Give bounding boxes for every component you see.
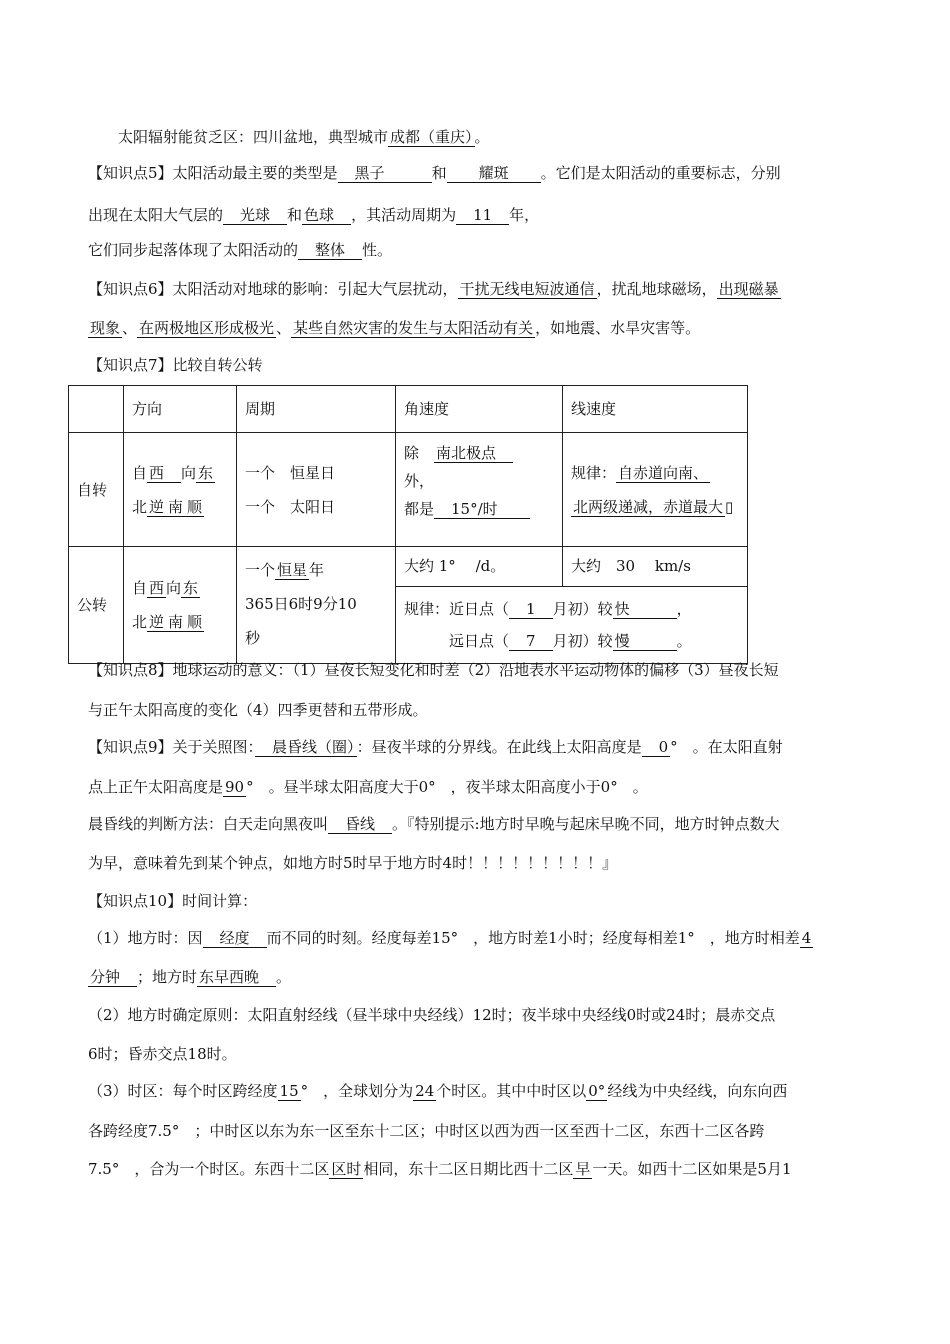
text-line — [88, 660, 872, 680]
text-segment: ▯ — [725, 497, 734, 516]
text-segment: 。 — [276, 968, 292, 986]
cell-line — [404, 593, 739, 625]
underlined-answer: 耀斑 — [448, 164, 539, 182]
underlined-answer: 4 — [801, 929, 812, 947]
text-line — [88, 1081, 872, 1101]
text-segment: 经线为中央经线，向东向西 — [607, 1082, 788, 1100]
cell-line — [404, 439, 554, 467]
text-segment: 秒 — [245, 629, 261, 647]
text-segment: 【知识点7】比较自转公转 — [88, 356, 263, 374]
text-segment: 各跨经度7.5° ；中时区以东为东一区至东十二区；中时区以西为西一区至西十二区，东西十二区各跨 — [88, 1122, 765, 1140]
underlined-answer: 北两级递减，赤道最大 — [573, 497, 724, 516]
cell-line — [245, 490, 387, 524]
text-line — [88, 1005, 872, 1025]
text-segment: ° 。昼半球太阳高度大于0° ，夜半球太阳高度小于0° 。 — [246, 778, 648, 796]
header-cell: 方向 — [124, 386, 237, 433]
underlined-answer: 晨昏线（圈） — [257, 738, 355, 756]
underlined-answer: 0° — [588, 1082, 606, 1100]
header-cell: 角速度 — [396, 386, 563, 433]
angular-speed-cell — [396, 547, 563, 587]
text-segment: 。『特别提示:地方时早晚与起床早晚不同，地方时钟点数大 — [392, 815, 780, 833]
underlined-answer: 南 — [168, 497, 184, 516]
underlined-answer: 恒星 — [277, 561, 308, 579]
cell-line — [245, 456, 387, 490]
underlined-answer: 早 — [575, 1160, 591, 1178]
text-segment: 365日6时9分10 — [245, 595, 357, 613]
text-segment: 7.5° ，合为一个时区。东西十二区 — [88, 1160, 330, 1178]
text-segment: 【知识点6】太阳活动对地球的影响：引起大气层扰动， — [88, 280, 458, 298]
cell-line — [245, 621, 387, 655]
underlined-answer: 0 — [643, 738, 669, 756]
text-segment: 出现在太阳大气层的 — [88, 206, 224, 224]
text-segment: 【知识点9】关于关照图： — [88, 738, 256, 756]
text-segment: 、 — [122, 319, 138, 337]
underlined-answer: 顺 — [187, 497, 203, 516]
underlined-answer: 黑子 — [339, 164, 430, 182]
text-line — [88, 737, 872, 757]
underlined-answer: 快 — [614, 600, 675, 618]
underlined-answer: 东 — [183, 579, 199, 597]
text-segment: 一个 太阳日 — [245, 497, 336, 516]
header-cell: 周期 — [237, 386, 396, 433]
linear-speed-cell — [563, 547, 748, 587]
text-segment: 都是 — [404, 500, 435, 518]
direction-cell — [124, 547, 237, 664]
text-line — [88, 700, 872, 720]
text-segment: 性。 — [362, 241, 393, 259]
text-line — [88, 240, 872, 260]
text-segment: 外， — [404, 472, 435, 490]
text-segment: （3）时区：每个时区跨经度 — [88, 1082, 278, 1100]
text-segment: 【知识点8】地球运动的意义：（1）昼夜长短变化和时差（2）沿地表水平运动物体的偏移（3）昼夜长短 — [88, 661, 779, 679]
comparison-table — [68, 385, 748, 664]
text-segment: 规律： — [571, 463, 617, 482]
underlined-answer: 干扰无线电短波通信 — [459, 280, 595, 298]
period-cell — [237, 547, 396, 664]
text-line — [88, 1044, 872, 1064]
text-segment: 大约 30 km/s — [571, 557, 691, 575]
underlined-answer: 出现磁暴 — [718, 280, 779, 298]
underlined-answer: 南 — [168, 613, 184, 631]
text-line — [88, 163, 872, 183]
underlined-answer: 南北极点 — [436, 444, 512, 462]
text-segment: 而不同的时刻。经度每差15° ，地方时差1小时；经度每相差1° ，地方时相差 — [266, 929, 800, 947]
text-segment: （2）地方时确定原则：太阳直射经线（昼半球中央经线）12时；夜半球中央经线0时或24时；晨赤交点 — [88, 1006, 776, 1024]
underlined-answer: 经度 — [204, 929, 265, 947]
header-cell: 线速度 — [563, 386, 748, 433]
cell-line — [132, 605, 228, 639]
underlined-answer: 15 — [279, 1082, 299, 1100]
cell-line — [404, 625, 739, 657]
text-segment: 【知识点10】时间计算： — [88, 892, 258, 910]
text-segment: 相同，东十二区日期比西十二区 — [363, 1160, 574, 1178]
underlined-answer: 整体 — [300, 241, 361, 259]
text-segment: 大约 1° /d。 — [404, 557, 506, 575]
text-segment: 自 — [132, 463, 148, 482]
text-line — [88, 279, 872, 299]
text-segment: ：昼夜半球的分界线。在此线上太阳高度是 — [356, 738, 642, 756]
underlined-answer: 自赤道向南、 — [618, 463, 709, 482]
underlined-answer: 西 — [149, 579, 165, 597]
text-segment: 年 — [309, 561, 325, 579]
text-segment: ，如地震、水旱灾害等。 — [535, 319, 701, 337]
underlined-answer: 1 — [511, 600, 551, 618]
underlined-answer: 成都（重庆） — [390, 128, 473, 146]
row-label: 自转 — [69, 433, 124, 547]
text-segment: 【知识点5】太阳活动最主要的类型是 — [88, 164, 338, 182]
text-segment: 一个 恒星日 — [245, 463, 336, 482]
text-line — [118, 127, 902, 147]
text-segment: 与正午太阳高度的变化（4）四季更替和五带形成。 — [88, 701, 428, 719]
cell-line — [571, 490, 739, 524]
underlined-answer: 24 — [415, 1082, 435, 1100]
text-segment: 它们同步起落体现了太阳活动的 — [88, 241, 299, 259]
cell-line — [571, 456, 739, 490]
text-line — [88, 318, 872, 338]
cell-line — [132, 571, 228, 605]
text-segment: 为早，意味着先到某个钟点，如地方时5时早于地方时4时！！！！！！！！！』 — [88, 854, 618, 872]
text-line — [88, 814, 872, 834]
cell-line — [245, 553, 387, 587]
underlined-answer: 色球 — [304, 206, 350, 224]
rule-cell — [396, 587, 748, 664]
underlined-answer: 顺 — [187, 613, 203, 631]
text-segment: 月初）较 — [552, 600, 613, 618]
text-line — [88, 928, 872, 948]
underlined-answer: 逆 — [149, 613, 165, 631]
text-segment: 一天。如西十二区如果是5月1 — [592, 1160, 792, 1178]
cell-line — [404, 467, 554, 495]
text-segment: ，其活动周期为 — [351, 206, 457, 224]
underlined-answer: 某些自然灾害的发生与太阳活动有关 — [293, 319, 534, 337]
underlined-answer: 慢 — [614, 632, 675, 650]
underlined-answer: 在两极地区形成极光 — [139, 319, 275, 337]
text-line — [88, 777, 872, 797]
table-corner — [69, 386, 124, 433]
text-line — [88, 355, 872, 375]
text-segment: 、 — [276, 319, 292, 337]
text-segment: 和 — [287, 206, 303, 224]
underlined-answer: 昏线 — [330, 815, 391, 833]
underlined-answer: 11 — [458, 206, 508, 224]
text-segment: 和 — [431, 164, 447, 182]
text-segment: 北 — [132, 497, 148, 516]
text-segment: 太阳辐射能贫乏区：四川盆地，典型城市 — [118, 128, 389, 146]
cell-line — [404, 495, 554, 523]
text-segment: ° ，全球划分为 — [300, 1082, 414, 1100]
text-line — [88, 891, 872, 911]
underlined-answer: 逆 — [149, 497, 165, 516]
text-segment: ， — [676, 600, 692, 618]
text-line — [88, 205, 872, 225]
text-segment: 除 — [404, 444, 435, 462]
text-line — [88, 1121, 872, 1141]
text-segment: 6时；昏赤交点18时。 — [88, 1045, 237, 1063]
text-segment: 向 — [181, 463, 197, 482]
underlined-answer: 西 — [149, 463, 180, 482]
row-label: 公转 — [69, 547, 124, 664]
text-segment: 。 — [474, 128, 490, 146]
text-segment: ° 。在太阳直射 — [670, 738, 783, 756]
text-segment: 晨昏线的判断方法：白天走向黑夜叫 — [88, 815, 329, 833]
text-line — [88, 967, 872, 987]
text-segment: 点上正午太阳高度是 — [88, 778, 224, 796]
text-segment: 一个 — [245, 561, 276, 579]
text-segment: 年， — [509, 206, 540, 224]
direction-cell — [124, 433, 237, 547]
text-segment: 规律：近日点（ — [404, 600, 510, 618]
period-cell — [237, 433, 396, 547]
text-segment: 自 — [132, 579, 148, 597]
underlined-answer: 现象 — [90, 319, 121, 337]
text-segment: ；地方时 — [137, 968, 198, 986]
text-segment: 北 — [132, 613, 148, 631]
cell-line — [571, 553, 739, 579]
angular-speed-cell — [396, 433, 563, 547]
underlined-answer: 15°/时 — [436, 500, 528, 518]
underlined-answer: 东早西晚 — [199, 968, 275, 986]
text-segment: ，扰乱地球磁场， — [596, 280, 717, 298]
underlined-answer: 7 — [511, 632, 551, 650]
text-segment: 远日点（ — [404, 632, 510, 650]
linear-speed-cell — [563, 433, 748, 547]
underlined-answer: 分钟 — [90, 968, 136, 986]
text-segment: 月初）较 — [552, 632, 613, 650]
text-line — [88, 1159, 872, 1179]
text-segment: 个时区。其中中时区以 — [436, 1082, 587, 1100]
underlined-answer: 东 — [198, 463, 214, 482]
cell-line — [404, 553, 554, 579]
underlined-answer: 区时 — [331, 1160, 362, 1178]
text-segment: 向 — [166, 579, 182, 597]
text-segment: 。它们是太阳活动的重要标志，分别 — [540, 164, 781, 182]
underlined-answer: 90 — [225, 778, 245, 796]
cell-line — [245, 587, 387, 621]
underlined-answer: 光球 — [225, 206, 286, 224]
text-segment: （1）地方时：因 — [88, 929, 203, 947]
text-segment: 。 — [676, 632, 692, 650]
cell-line — [132, 456, 228, 490]
text-line — [88, 853, 872, 873]
cell-line — [132, 490, 228, 524]
